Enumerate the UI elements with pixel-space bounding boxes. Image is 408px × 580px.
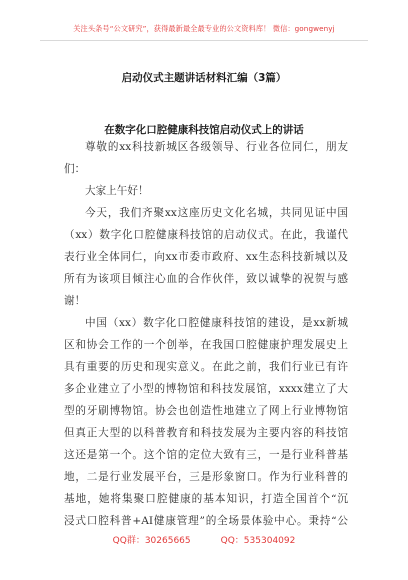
body-line: 们： bbox=[64, 163, 86, 175]
document-title: 启动仪式主题讲话材料汇编（3篇） bbox=[121, 72, 287, 84]
footer-qq-number: QQ：535304092 bbox=[220, 536, 296, 546]
body-line: 尊敬的xx科技新城区各级领导、行业各位同仁，朋友 bbox=[85, 141, 348, 153]
body-line: 今天，我们齐聚xx这座历史文化名城，共同见证中国 bbox=[85, 207, 348, 219]
body-line: 谢！ bbox=[64, 295, 86, 307]
body-line: 区和协会工作的一个创举，在我国口腔健康护理发展史上 bbox=[64, 339, 348, 351]
body-line: 基地，她将集聚口腔健康的基本知识，打造全国首个“沉 bbox=[64, 493, 348, 505]
body-line: 表行业全体同仁，向xx市委市政府、xx生态科技新城以及 bbox=[64, 251, 348, 263]
body-line: 多企业建立了小型的博物馆和科技发展馆，xxxx建立了大 bbox=[64, 383, 348, 395]
body-line: 地，二是行业发展平台，三是形象窗口。作为行业科普的 bbox=[64, 471, 348, 483]
body-line: 中国（xx）数字化口腔健康科技馆的建设，是xx新城 bbox=[85, 317, 348, 329]
body-line: 大家上午好！ bbox=[85, 185, 149, 197]
body-line: 这还是第一个。这个馆的定位大致有三，一是行业科普基 bbox=[64, 449, 348, 461]
body-line: （xx）数字化口腔健康科技馆的启动仪式。在此，我谨代 bbox=[64, 229, 348, 241]
footer-qq-group: QQ群：30265665 bbox=[112, 536, 191, 546]
footer-contact bbox=[0, 533, 408, 546]
body-line: 浸式口腔科普+AI健康管理”的全场景体验中心。秉持“公 bbox=[64, 515, 348, 527]
body-line: 型的牙刷博物馆。协会也创造性地建立了网上行业博物馆 bbox=[64, 405, 348, 417]
header-divider bbox=[40, 40, 368, 41]
body-line: 具有重要的历史和现实意义。在此之前，我们行业已有许 bbox=[64, 361, 348, 373]
speech-title: 在数字化口腔健康科技馆启动仪式上的讲话 bbox=[104, 124, 304, 136]
body-line: 所有为该项目倾注心血的合作伙伴，致以诚挚的祝贺与感 bbox=[64, 273, 348, 285]
body-line: 但真正大型的以科普教育和科技发展为主要内容的科技馆 bbox=[64, 427, 348, 439]
header-promo-note: 关注头条号“公文研究”，获得最新最全最专业的公文资料库！ 微信：gongwenyj bbox=[73, 24, 335, 33]
